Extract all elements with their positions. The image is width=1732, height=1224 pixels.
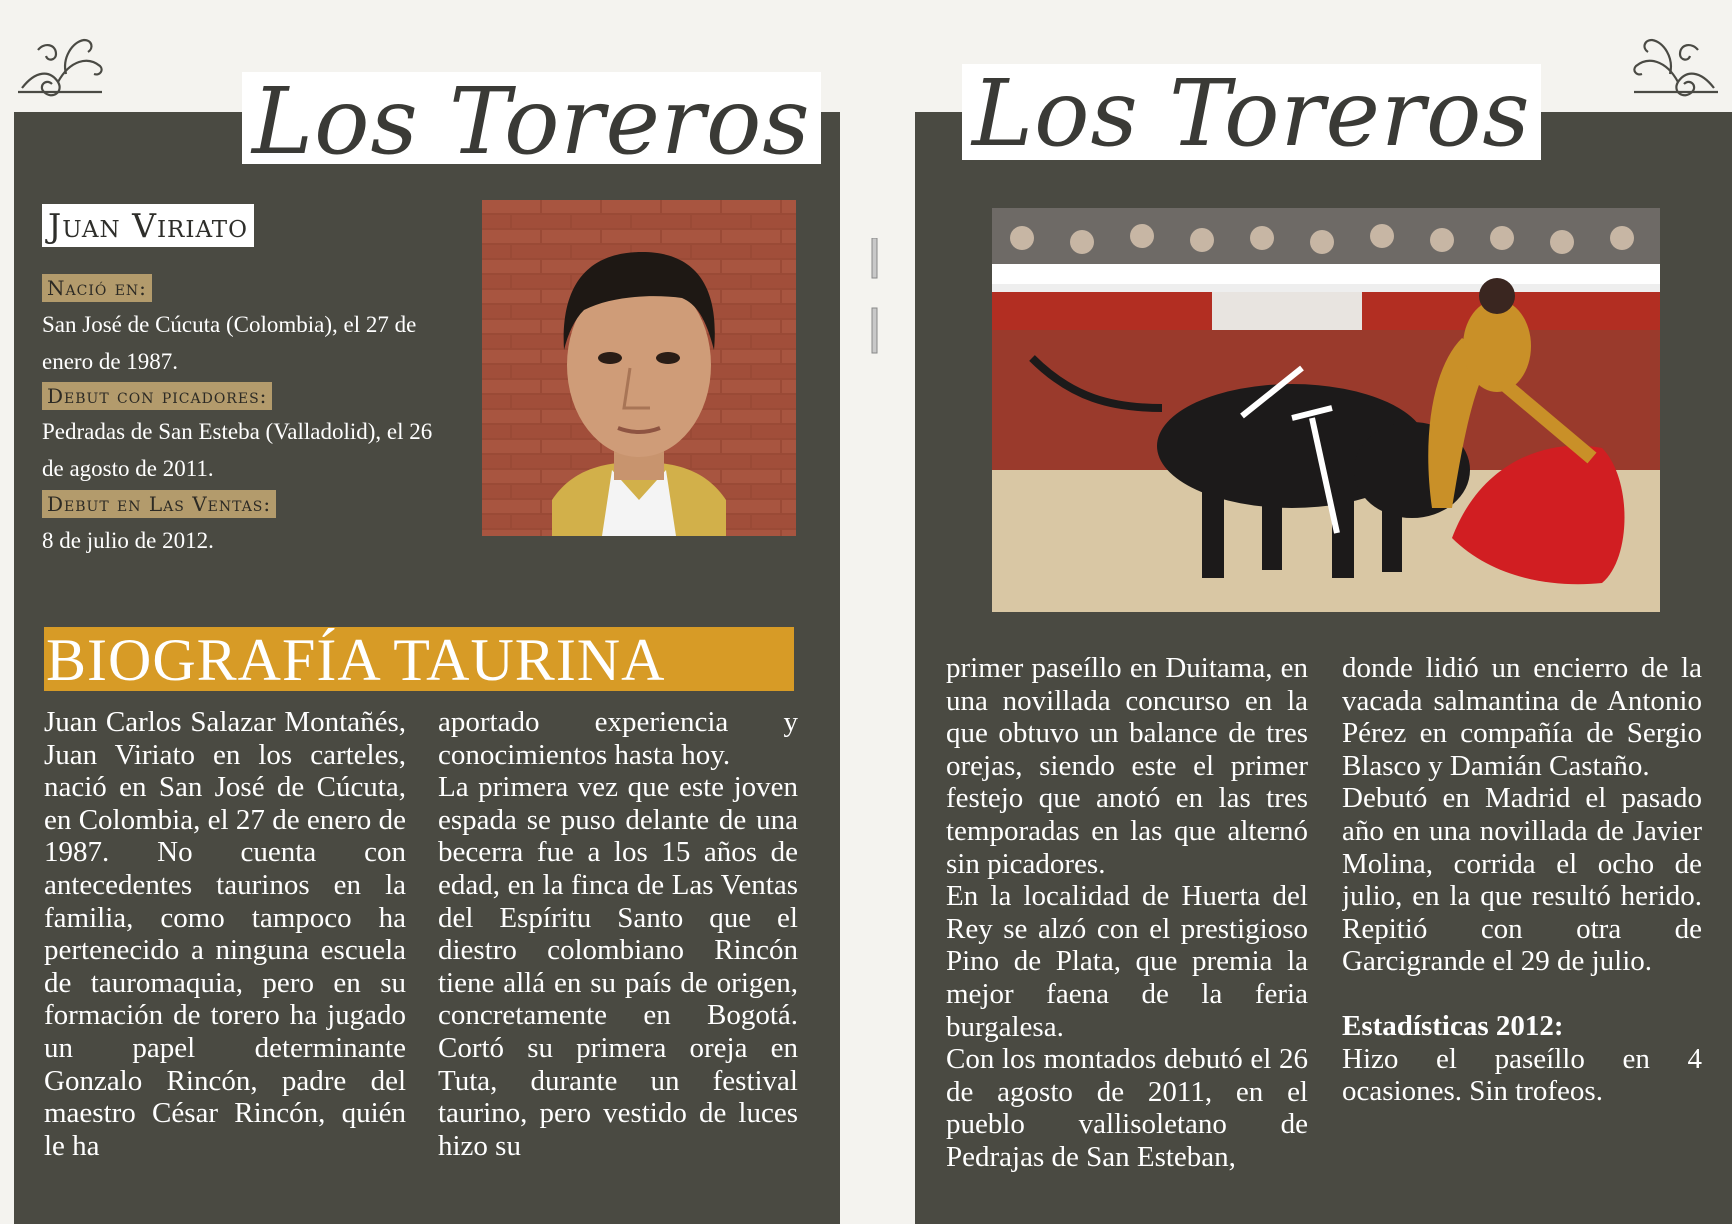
- bullfighter-name: Juan Viriato: [42, 204, 254, 247]
- biography-column-4: [1342, 652, 1702, 1180]
- biography-column-1: [44, 706, 406, 1202]
- biography-column-2: [438, 706, 798, 1202]
- biography-paragraph: La primera vez que este joven espada se puso delante de una becerra fue a los 15 años de edad, en la finca de Las Ventas del Espíritu Santo que el diestro colombiano Rincón tiene allá en su país de origen, concretamente en Bogotá. Cortó su primera oreja en Tuta, durante un festival taurino, pero vestido de luces hizo su: [438, 771, 798, 1162]
- biography-paragraph: Con los montados debutó el 26 de agosto de 2011, en el pueblo vallisoletano de Pedrajas de San Esteban,: [946, 1043, 1308, 1173]
- biography-paragraph: Juan Carlos Salazar Montañés, Juan Viriato en los carteles, nació en San José de Cúcuta, en Colombia, el 27 de enero de 1987. No cuenta con antecedentes taurinos en la familia, como tampoco ha pertenecido a ninguna escuela de tauromaquia, pero en su formación de torero ha jugado un papel determinante Gonzalo Rincón, padre del maestro César Rincón, quién le ha: [44, 706, 406, 1162]
- page-title-right: Los Toreros: [962, 64, 1541, 160]
- ventas-label: Debut en Las Ventas:: [42, 490, 276, 518]
- born-value: San José de Cúcuta (Colombia), el 27 de enero de 1987.: [42, 312, 417, 374]
- biography-column-3: [946, 652, 1308, 1180]
- page-title-left: Los Toreros: [242, 72, 821, 164]
- picadores-label: Debut con picadores:: [42, 382, 272, 410]
- flourish-ornament-icon: [12, 30, 108, 106]
- biography-paragraph: En la localidad de Huerta del Rey se alzó con el prestigioso Pino de Plata, que premia la mejor faena de la feria burgalesa.: [946, 880, 1308, 1043]
- biography-paragraph: primer paseíllo en Duitama, en una novillada concurso en la que obtuvo un balance de tres orejas, siendo este el primer festejo que anotó en las tres temporadas en las que alternó sin picadores.: [946, 652, 1308, 880]
- staple-icon: [870, 238, 880, 358]
- ventas-value: 8 de julio de 2012.: [42, 528, 214, 553]
- flourish-ornament-icon: [1628, 30, 1724, 106]
- picadores-value: Pedradas de San Esteba (Valladolid), el 26 de agosto de 2011.: [42, 419, 433, 481]
- paragraph-spacer: [1342, 978, 1702, 1010]
- bullfight-photo: [992, 208, 1660, 612]
- statistics-text: Hizo el paseíllo en 4 ocasiones. Sin trofeos.: [1342, 1042, 1702, 1108]
- born-label: Nació en:: [42, 274, 152, 302]
- section-heading: BIOGRAFÍA TAURINA: [44, 627, 794, 691]
- biography-paragraph: aportado experiencia y conocimientos hasta hoy.: [438, 706, 798, 771]
- portrait-photo: [482, 200, 796, 536]
- biography-paragraph: Debutó en Madrid el pasado año en una novillada de Javier Molina, corrida el ocho de julio, en la que resultó herido. Repitió con otra de Garcigrande el 29 de julio.: [1342, 782, 1702, 978]
- biography-paragraph: donde lidió un encierro de la vacada salmantina de Antonio Pérez en compañía de Sergio Blasco y Damián Castaño.: [1342, 652, 1702, 782]
- statistics-heading: Estadísticas 2012:: [1342, 1009, 1564, 1042]
